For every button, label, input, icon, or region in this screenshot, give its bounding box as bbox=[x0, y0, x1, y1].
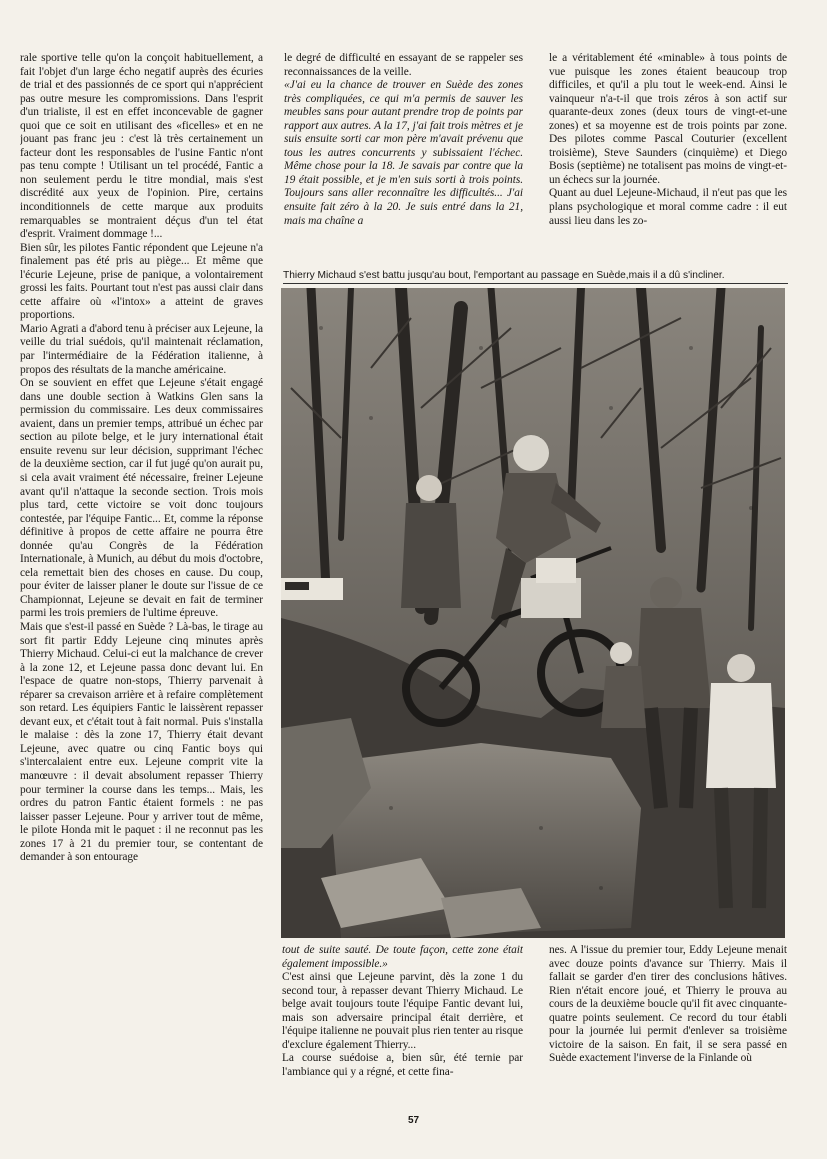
caption-rule bbox=[283, 283, 788, 284]
paragraph: Bien sûr, les pilotes Fantic répondent que Lejeune n'a finalement pas été pris au piège... Et même que l'écurie Lejeune, prise de panique, a volontairement grossi les faits. Pourtant tout n'est pas aussi clair dans cette affaire où «l'intox» a atteint de graves proportions. bbox=[20, 241, 263, 322]
page-number: 57 bbox=[407, 1115, 420, 1126]
quote-paragraph: tout de suite sauté. De toute façon, cette zone était également impossible.» bbox=[282, 944, 523, 970]
text-column-2-top bbox=[284, 52, 523, 264]
paragraph: On se souvient en effet que Lejeune s'était engagé dans une double section à Watkins Glen sans la permission du commissaire. Les deux commissaires avaient, dans un premier temps, attribué un échec par section au pilote belge, et le jury international était ensuite revenu sur leur décision, supprimant l'échec de la deuxième section, car il fut jugé qu'on aurait pu, si cela avait vraiment été nécessaire, freiner Lejeune avant qu'il n'attaque la seconde section. Trois mois plus tard, cette victoire se voit donc toujours contestée, par l'équipe Fantic... Et, comme la réponse définitive à propos de cette affaire ne pourra être donnée qu'au Congrès de la Fédération Internationale, à Munich, au début du mois d'octobre, cela remettait bien des choses en cause. Du coup, pour éviter de laisser planer le doute sur l'issue de ce Championnat, Lejeune se devait en fait de terminer parmi les trois premiers de l'ultime épreuve. bbox=[20, 377, 263, 620]
trial-photo-image bbox=[281, 288, 785, 938]
paragraph: Mais que s'est-il passé en Suède ? Là-bas, le tirage au sort fit partir Eddy Lejeune cinq minutes après Thierry Michaud. Celui-ci eut la malchance de crever à la zone 12, et Lejeune passa donc devant lui. En l'espace de quatre non-stops, Thierry parvenait à réparer sa crevaison arrière et à refaire complètement son retard. Les équipiers Fantic le laissèrent repasser devant eux, et c'était tout à fait normal. Puis s'installa le malaise : dès la zone 17, Thierry était devant Lejeune, avec quatre ou cinq Fantic boys qui s'intercalaient entre eux. Lejeune comprit vite la manœuvre : il devait absolument repasser Thierry pour terminer la course dans les temps... Mais, les ordres du patron Fantic étaient formels : ne pas laisser passer Lejeune. Pour y arriver tout de même, le pilote Honda mit le paquet : il ne reconnut pas les zones 17 à 21 du premier tour, se contentant de demander à son entourage bbox=[20, 620, 263, 864]
photo-caption: Thierry Michaud s'est battu jusqu'au bout, l'emportant au passage en Suède,mais il a dû s'incliner. bbox=[283, 270, 725, 281]
text-column-1 bbox=[20, 52, 263, 1102]
text-column-3-top bbox=[549, 52, 787, 264]
trial-photo bbox=[281, 288, 785, 938]
text-column-3-bottom bbox=[549, 944, 787, 1104]
text-column-2-bottom bbox=[282, 944, 523, 1104]
quote-paragraph: «J'ai eu la chance de trouver en Suède des zones très compliquées, ce qui m'a permis de sauver les meubles sans pour autant prendre trop de points par rapport aux autres. A la 17, j'ai fait trois mètres et je suis ensuite sorti car mon père m'avait prévenu que tous les autres concurrents y subissaient l'échec. Même chose pour la 18. Je savais par contre que la 19 était possible, et je m'en suis sorti à trois points. Toujours sans aller reconnaître les difficultés... J'ai ensuite fait zéro à la 20. Je suis entré dans la 21, mais ma chaîne a bbox=[284, 79, 523, 227]
paragraph: Mario Agrati a d'abord tenu à préciser aux Lejeune, la veille du trial suédois, qu'il maintenait réclamation, par l'intermédiaire de la Fédération italienne, à propos des résultats de la manche américaine. bbox=[20, 322, 263, 376]
paragraph: Quant au duel Lejeune-Michaud, il n'eut pas que les plans psychologique et moral comme cadre : il eut aussi lieu dans les zo- bbox=[549, 187, 787, 227]
paragraph: C'est ainsi que Lejeune parvint, dès la zone 1 du second tour, à repasser devant Thierry Michaud. Le belge avait toujours toute l'équipe Fantic devant lui, mais son adversaire principal était derrière, et l'équipe italienne ne pouvait plus rien tenter au risque d'exclure également Thierry... bbox=[282, 971, 523, 1051]
paragraph: La course suédoise a, bien sûr, été ternie par l'ambiance qui y a régné, et cette fina- bbox=[282, 1052, 523, 1078]
paragraph: le a véritablement été «minable» à tous points de vue puisque les zones étaient beaucoup trop difficiles, et qu'il a plu tout le week-end. Ainsi le vainqueur n'a-t-il que trois zéros à son actif sur quarante-deux zones (deux tours de vingt-et-une zones) et sa moyenne est de trois points par zone. Des pilotes comme Pascal Couturier (excellent troisième), Steve Saunders (cinquième) et Diego Bosis (septième) ne totalisent pas moins de vingt-et-un échecs sur la journée. bbox=[549, 52, 787, 186]
paragraph: rale sportive telle qu'on la conçoit habituellement, a fait l'objet d'un large écho negatif auprès des écuries de trial et des passionnés de ce sport qui n'apprécient pas outre mesure les compromissions. Dans l'esprit d'un trialiste, il est en effet inconcevable de gagner quoi que ce soit en utilisant des «ficelles» et en ne jouant pas franc jeu : c'est là très certainement un facteur dont les responsables de l'usine Fantic n'ont pas tenu compte ! Utilisant un tel procédé, Fantic a non seulement perdu le titre mondial, mais s'est discrédité aux yeux de l'opinion. Pire, certains inconditionnels de cette marque aux produits remarquables se montraient déçus d'un tel état d'esprit. Vraiment dommage !... bbox=[20, 52, 263, 241]
paragraph: nes. A l'issue du premier tour, Eddy Lejeune menait avec douze points d'avance sur Thierry. Mais il fallait se garder d'en tirer des conclusions hâtives. Rien n'était encore joué, et Thierry le prouva au cours de la deuxième boucle qu'il fit avec cinquante-quatre points seulement. Ce record du tour établi pour la journée lui permit d'enlever sa troisième victoire de la saison. En fait, il se sera passé en Suède exactement l'inverse de la Finlande où bbox=[549, 944, 787, 1065]
paragraph: le degré de difficulté en essayant de se rappeler ses reconnaissances de la veille. bbox=[284, 52, 523, 78]
